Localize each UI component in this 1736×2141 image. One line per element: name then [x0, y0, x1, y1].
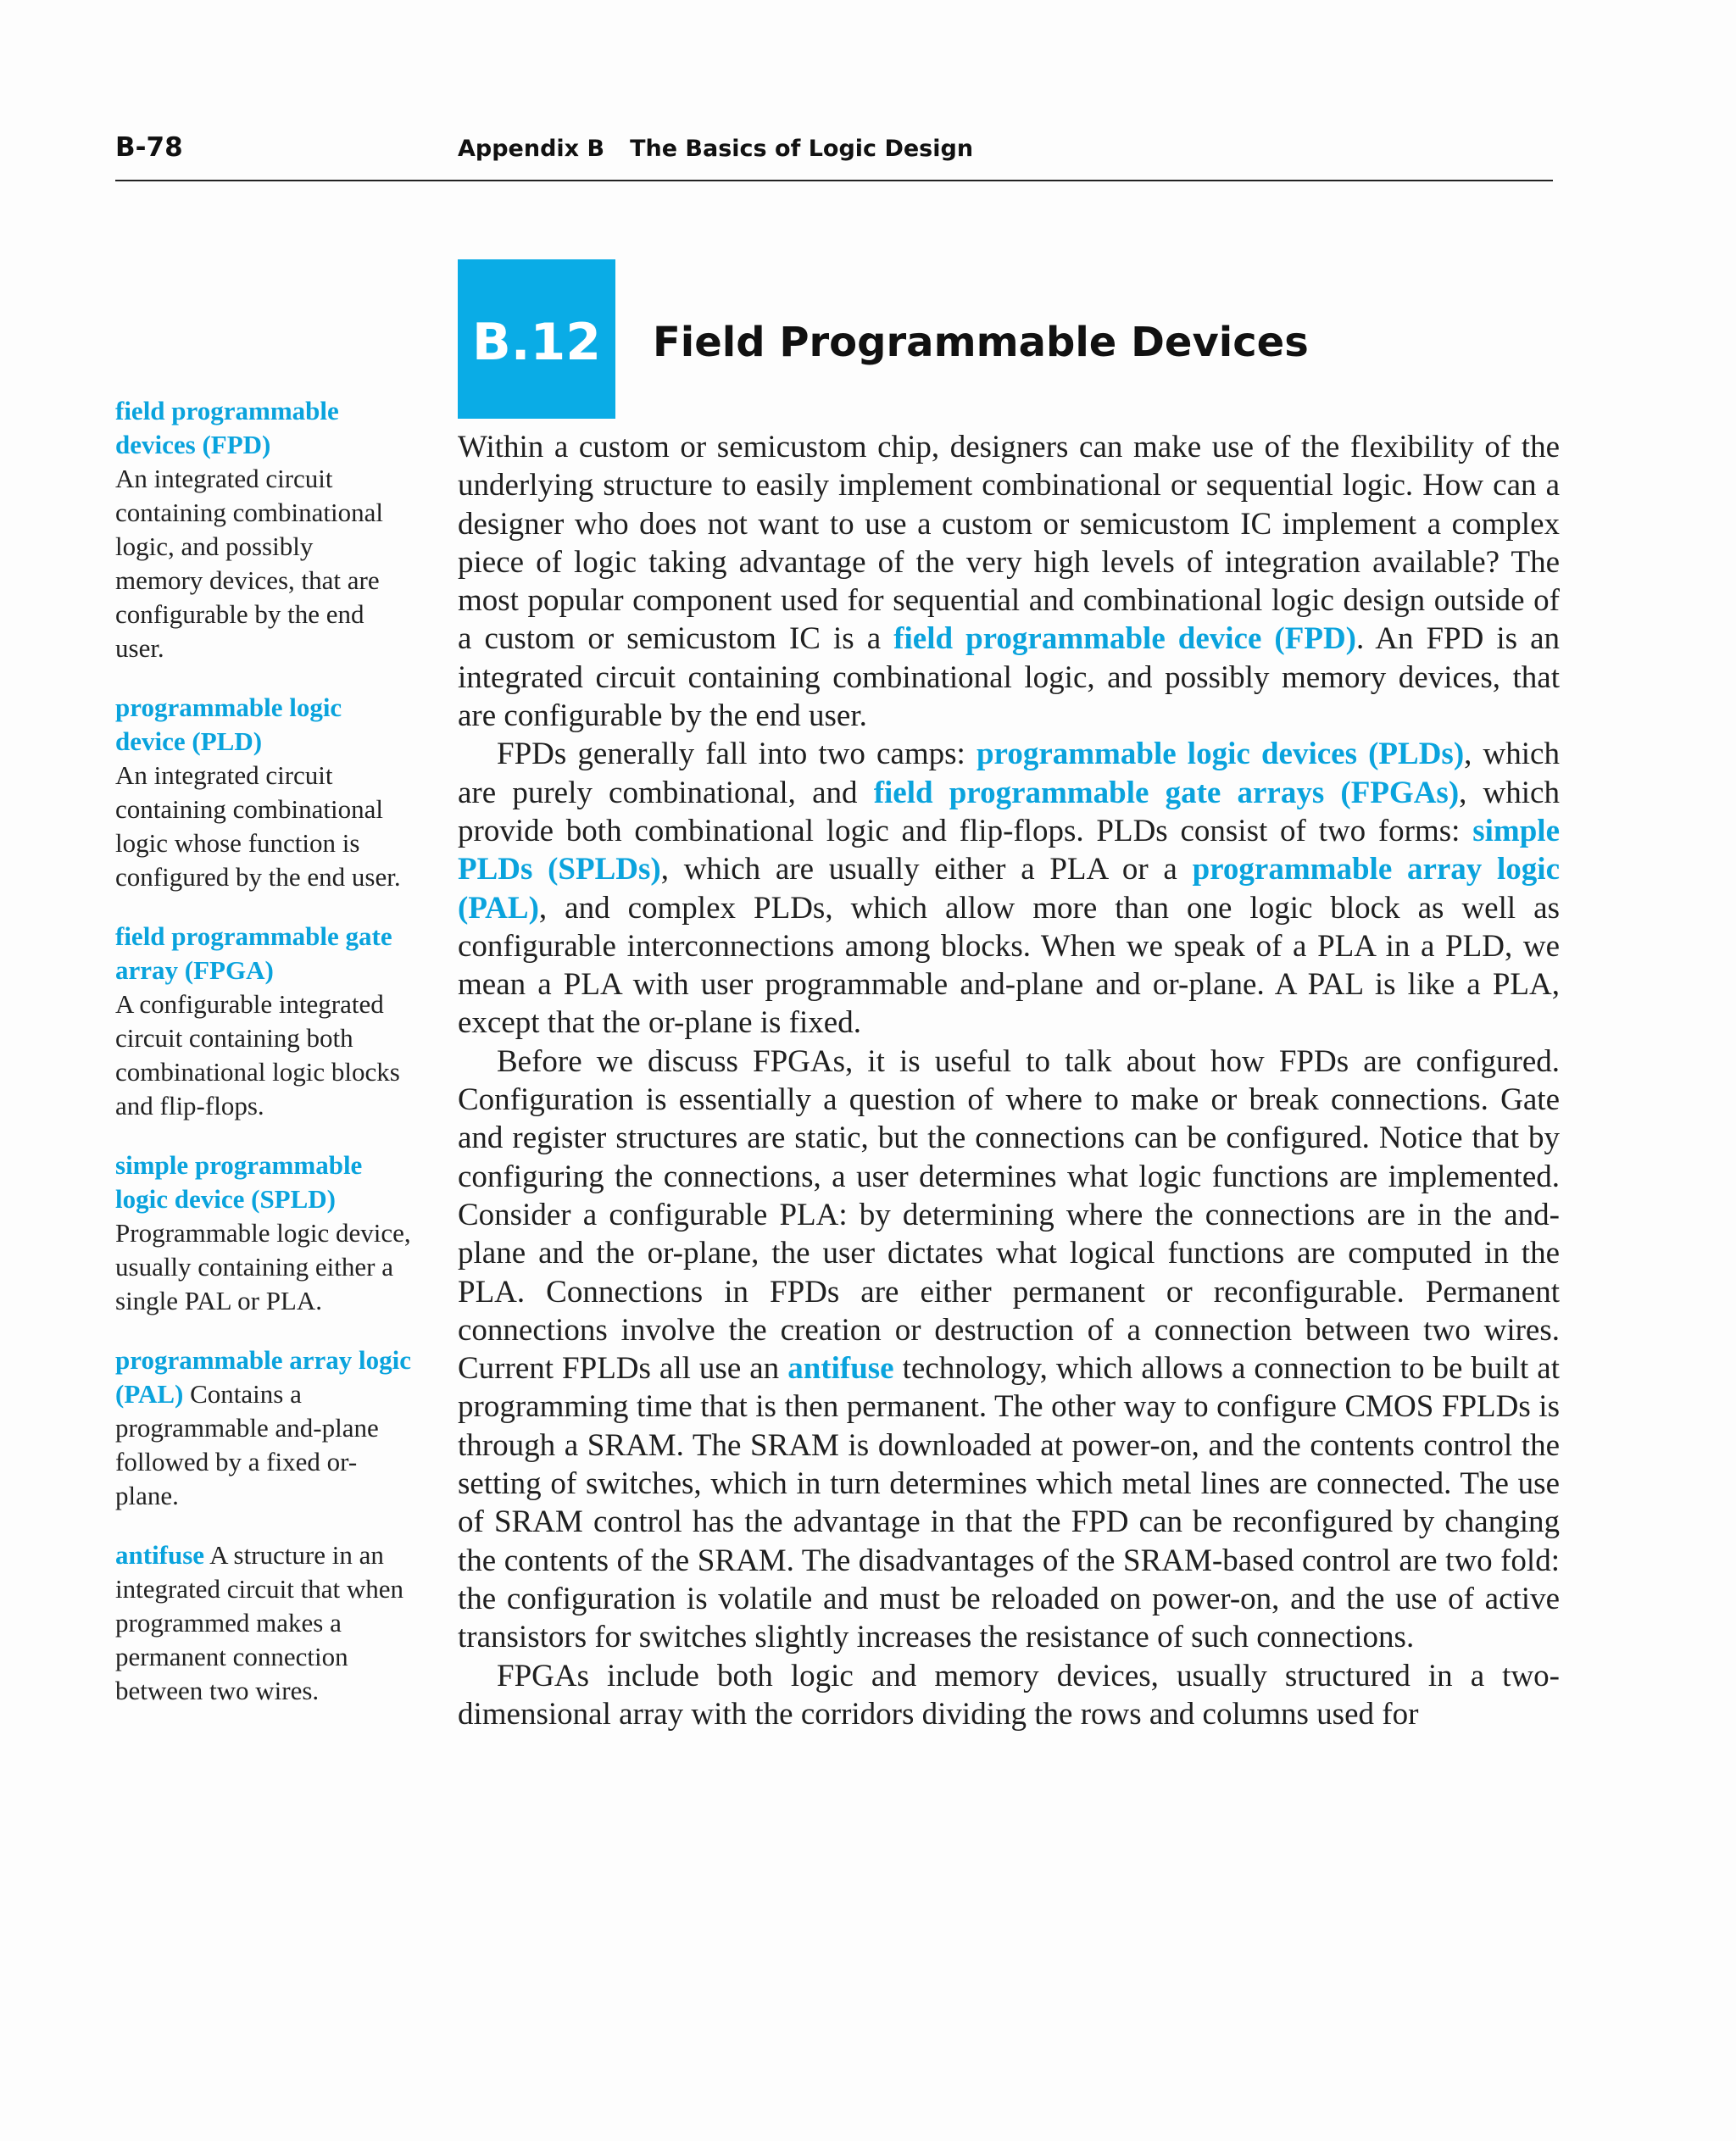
glossary-entry [115, 394, 403, 665]
text-run: , which are usually either a PLA or a [660, 852, 1193, 887]
text-run: technology, which allows a connection to be built at programming time that is then permanent. The other way to configure CMOS FPLDs is through a SRAM. The SRAM is downloaded at power-on, and the contents control the setting of switches, which in turn determines which metal lines are connected. The use of SRAM control has the advantage in that the FPD can be reconfigured by changing the contents of the SRAM. The disadvantages of the SRAM-based control are two fold: the configuration is volatile and must be reloaded on power-on, and the use of active transistors for switches slightly increases the resistance of such connections. [458, 1351, 1560, 1655]
text-run: . An FPD is an integrated circuit containing combinational logic, and possibly memory devices, that are configurable by the end user. [458, 621, 1561, 734]
glossary-definition: A structure in an integrated circuit that when programmed makes a permanent connection between two wires. [115, 1540, 404, 1705]
running-head [458, 136, 973, 162]
glossary-definition: Contains a programmable and-plane followed by a fixed or-plane. [115, 1379, 379, 1510]
text-run: Before we discuss FPGAs, it is useful to talk about how FPDs are configured. Configuration is essentially a question of where to make or break connections. Gate and register structures are static, but the connections can be configured. Notice that by configuring the connections, a user determines what logic functions are implemented. Consider a configurable PLA: by determining where the connections are in the and-plane and the or-plane, the user dictates what logical functions are computed in the PLA. Connections in FPDs are either permanent or reconfigurable. Permanent connections involve the creation or destruction of a connection between two wires. Current FPLDs all use an [458, 1043, 1560, 1387]
key-term-pld: programmable logic devices (PLDs) [976, 737, 1465, 772]
page-number: B-78 [115, 132, 183, 163]
glossary-entry [115, 691, 412, 894]
key-term-spld: simple PLDs (SPLDs) [458, 813, 1560, 887]
text-run: , which provide both combinational logic and flip-flops. PLDs consist of two forms: [458, 775, 1560, 848]
glossary-definition: An integrated circuit containing combinational logic whose function is configured by the end user. [115, 760, 401, 892]
glossary-definition: An integrated circuit containing combinational logic, and possibly memory devices, that are configurable by the end user. [115, 464, 383, 663]
glossary-entry [115, 1148, 412, 1318]
text-run: Within a custom or semicustom chip, designers can make use of the flexibility of the underlying structure to easily implement combinational or sequential logic. How can a designer who does not want to use a custom or semicustom IC implement a complex piece of logic taking advantage of the very high levels of integration available? The most popular component used for sequential and combinational logic design outside of a custom or semicustom IC is a [458, 430, 1560, 657]
body-paragraph [458, 1657, 1560, 1734]
glossary-term: simple programmable logic device (SPLD) [115, 1150, 363, 1214]
text-run: , which are purely combinational, and [458, 737, 1560, 810]
glossary-term: programmable array logic (PAL) [115, 1345, 411, 1409]
body-paragraph [458, 428, 1560, 735]
key-term-antifuse: antifuse [787, 1351, 894, 1387]
glossary-entry [115, 1343, 412, 1513]
appendix-label: Appendix B [458, 136, 605, 162]
glossary-definition: A configurable integrated circuit containing both combinational logic blocks and flip-flops. [115, 989, 400, 1121]
key-term-fpga: field programmable gate arrays (FPGAs) [873, 775, 1460, 810]
key-term-fpd: field programmable device (FPD) [893, 621, 1356, 657]
glossary-term: field programmable gate array (FPGA) [115, 921, 392, 985]
page-header [115, 127, 1553, 181]
glossary-entry [115, 920, 422, 1123]
glossary-term: programmable logic device (PLD) [115, 692, 342, 756]
key-term-pal: programmable array logic (PAL) [458, 852, 1560, 926]
section-body [458, 428, 1560, 1733]
glossary-term: antifuse [115, 1540, 205, 1570]
glossary-entry [115, 1538, 422, 1708]
section-number-box: B.12 [458, 259, 615, 419]
text-run: , and complex PLDs, which allow more than one logic block as well as configurable interconnections among blocks. When we speak of a PLA in a PLD, we mean a PLA with user programmable and-plane and or-plane. A PAL is like a PLA, except that the or-plane is fixed. [458, 890, 1560, 1041]
glossary-definition: Programmable logic device, usually containing either a single PAL or PLA. [115, 1218, 411, 1315]
body-paragraph [458, 735, 1560, 1042]
text-run: FPGAs include both logic and memory devices, usually structured in a two-dimensional array with the corridors dividing the rows and columns used for [458, 1658, 1560, 1732]
chapter-title: The Basics of Logic Design [630, 136, 974, 162]
glossary-term: field programmable devices (FPD) [115, 396, 339, 459]
glossary-sidebar [115, 394, 422, 1733]
body-paragraph [458, 1043, 1560, 1657]
text-run: FPDs generally fall into two camps: [497, 737, 976, 772]
section-title: Field Programmable Devices [653, 319, 1309, 366]
